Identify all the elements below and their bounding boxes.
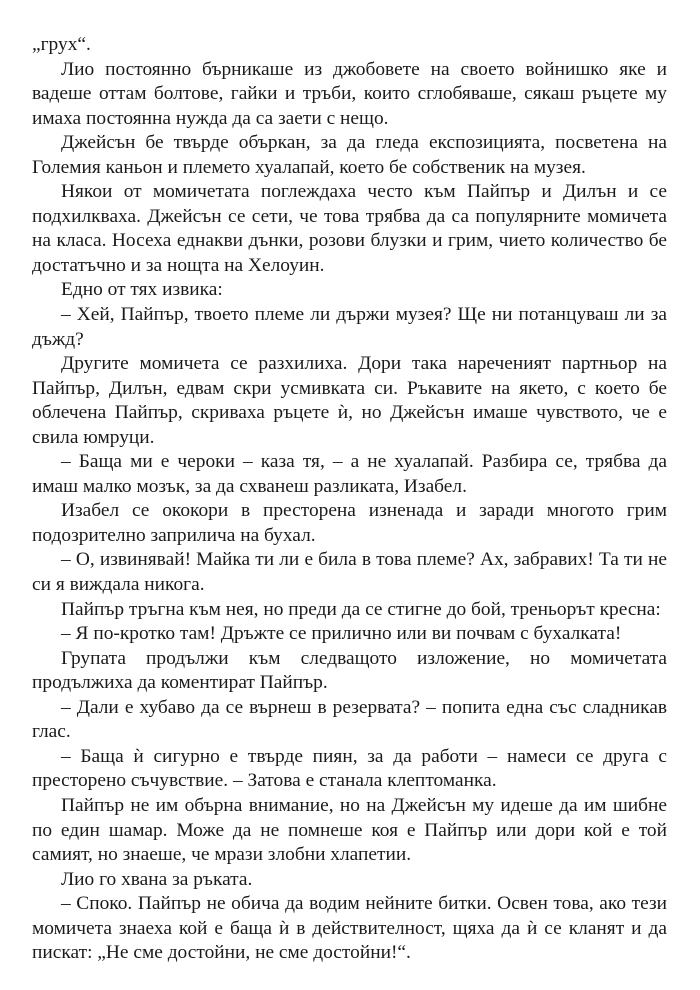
paragraph-18: – Споко. Пайпър не обича да водим нейните битки. Освен това, ако тези момичета знаеха кой е баща ѝ в действителност, щяха да ѝ се кланят и да пискат: „Не сме достойни, не сме достойни!“. <box>32 893 667 964</box>
paragraph-5: Едно от тях извика: <box>61 279 223 301</box>
paragraph-8: – Баща ми е чероки – каза тя, – а не хуалапай. Разбира се, трябва да имаш малко мозък, за да схванеш разликата, Изабел. <box>32 451 667 497</box>
paragraph-15: – Баща ѝ сигурно е твърде пиян, за да работи – намеси се друга с престорено съчувствие. – Затова е станала клептоманка. <box>32 745 667 792</box>
paragraph-7: Другите момичета се разхилиха. Дори така нареченият партньор на Пайпър, Дилън, едвам скри усмивката си. Ръкавите на якето, с което бе облечена Пайпър, скриваха ръцете ѝ, но Джейсън имаше чувството, че е свила юмруци. <box>32 353 667 448</box>
paragraph-1: „грух“. <box>32 34 91 55</box>
paragraph-12: – Я по-кротко там! Дръжте се прилично или ви почвам с бухалката! <box>61 623 622 645</box>
paragraph-17: Лио го хвана за ръката. <box>61 868 253 890</box>
paragraph-10: – О, извинявай! Майка ти ли е била в това племе? Ах, забравих! Та ти не си я виждала никога. <box>32 549 667 596</box>
paragraph-16: Пайпър не им обърна внимание, но на Джейсън му идеше да им шибне по един шамар. Може да не помнеше коя е Пайпър или дори кой е той самият, но знаеше, че мрази злобни хлапетии. <box>32 794 667 866</box>
paragraph-11: Пайпър тръгна към нея, но преди да се стигне до бой, треньорът кресна: <box>61 598 661 620</box>
paragraph-9: Изабел се ококори в престорена изненада и заради многото грим подозрително заприлича на бухал. <box>32 500 667 546</box>
paragraph-13: Групата продължи към следващото изложение, но момичетата продължиха да коментират Пайпър. <box>32 647 667 694</box>
paragraph-3: Джейсън бе твърде объркан, за да гледа експозицията, посветена на Големия каньон и племето хуалапай, което бе собственик на музея. <box>32 132 667 178</box>
paragraph-2: Лио постоянно бърникаше из джобовете на своето войнишко яке и вадеше оттам болтове, гайки и тръби, които сглобяваше, сякаш ръцете му имаха постоянна нужда да са заети с нещо. <box>32 58 667 129</box>
body-text <box>32 33 667 966</box>
paragraph-4: Някои от момичетата поглеждаха често към Пайпър и Дилън и се подхилкваха. Джейсън се сети, че това трябва да са популярните момичета на класа. Носеха еднакви дънки, розови блузки и грим, чието количество бе достатъчно и за нощта на Хелоуин. <box>32 181 667 276</box>
paragraph-14: – Дали е хубаво да се върнеш в резервата? – попита една със сладникав глас. <box>32 696 667 743</box>
paragraph-6: – Хей, Пайпър, твоето племе ли държи музея? Ще ни потанцуваш ли за дъжд? <box>32 304 667 350</box>
